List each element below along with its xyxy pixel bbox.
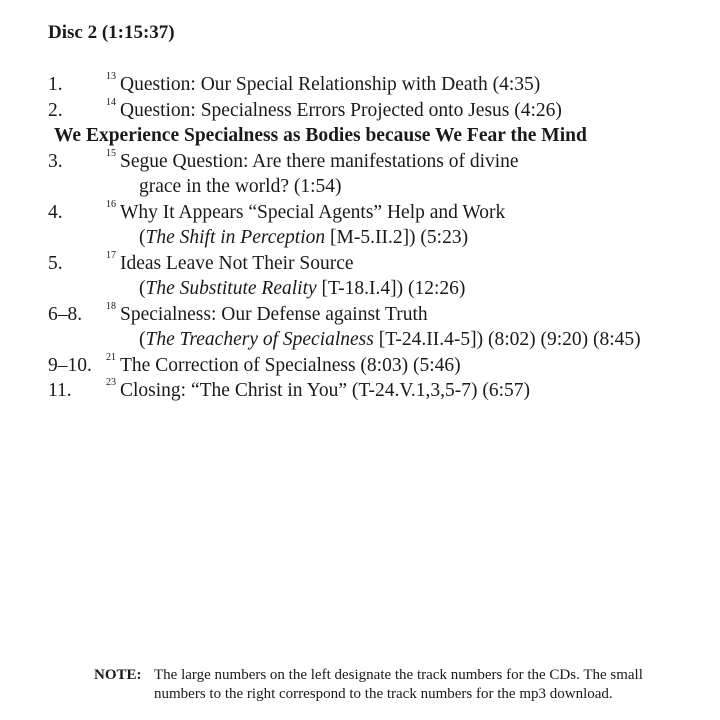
cd-track-number: 2. (48, 99, 63, 121)
track-title: Question: Our Special Relationship with Death (4:35) (120, 74, 541, 95)
track-row (0, 98, 720, 124)
cd-track-number: 11. (48, 380, 72, 401)
track-title: Why It Appears “Special Agents” Help and Work (120, 201, 506, 223)
track-row (0, 378, 720, 404)
mp3-track-number: 13 (106, 71, 116, 82)
cd-track-number: 5. (48, 252, 63, 274)
mp3-track-number: 16 (106, 198, 116, 210)
mp3-track-number: 14 (106, 96, 116, 108)
paren-open: ( (139, 329, 146, 350)
track-title: The Correction of Specialness (8:03) (5:46) (120, 354, 461, 376)
source-title: The Treachery of Specialness (145, 329, 374, 350)
track-title-continuation (139, 225, 468, 251)
source-reference: [T-18.I.4]) (12:26) (316, 278, 466, 299)
track-row (0, 149, 720, 175)
cd-track-number: 6–8. (48, 303, 83, 325)
track-title-continuation (139, 327, 641, 353)
section-heading: We Experience Specialness as Bodies because We Fear the Mind (54, 125, 587, 146)
mp3-track-number: 18 (106, 300, 116, 312)
paren-open: ( (139, 278, 146, 299)
track-row (0, 251, 720, 277)
mp3-track-number: 21 (106, 351, 116, 363)
note-label: NOTE: (94, 667, 142, 683)
source-title: The Shift in Perception (145, 227, 326, 248)
cd-track-number: 9–10. (48, 354, 92, 376)
disc-title: Disc 2 (1:15:37) (48, 22, 175, 43)
cd-track-number: 4. (48, 201, 63, 223)
mp3-track-number: 17 (106, 249, 116, 261)
note-text-line: The large numbers on the left designate the track numbers for the CDs. The small (154, 667, 643, 683)
track-title: Question: Specialness Errors Projected onto Jesus (4:26) (120, 99, 562, 121)
paren-open: ( (139, 227, 146, 248)
track-title-continuation (139, 276, 465, 302)
cd-track-number: 1. (48, 74, 63, 95)
track-title-continuation: grace in the world? (1:54) (139, 176, 342, 197)
mp3-track-number: 23 (106, 377, 116, 388)
cd-track-number: 3. (48, 150, 63, 172)
source-reference: [T-24.II.4-5]) (8:02) (9:20) (8:45) (373, 329, 641, 350)
mp3-track-number: 15 (106, 147, 116, 159)
track-list (0, 72, 720, 404)
source-title: The Substitute Reality (145, 278, 317, 299)
track-title: Closing: “The Christ in You” (T-24.V.1,3,5-7) (6:57) (120, 380, 531, 401)
note-text-line: numbers to the right correspond to the track numbers for the mp3 download. (154, 686, 613, 702)
track-title: Ideas Leave Not Their Source (120, 252, 354, 274)
track-title: Specialness: Our Defense against Truth (120, 303, 428, 325)
track-title: Segue Question: Are there manifestations of divine (120, 150, 519, 172)
track-row (0, 302, 720, 328)
track-row (0, 200, 720, 226)
source-reference: [M-5.II.2]) (5:23) (325, 227, 469, 248)
